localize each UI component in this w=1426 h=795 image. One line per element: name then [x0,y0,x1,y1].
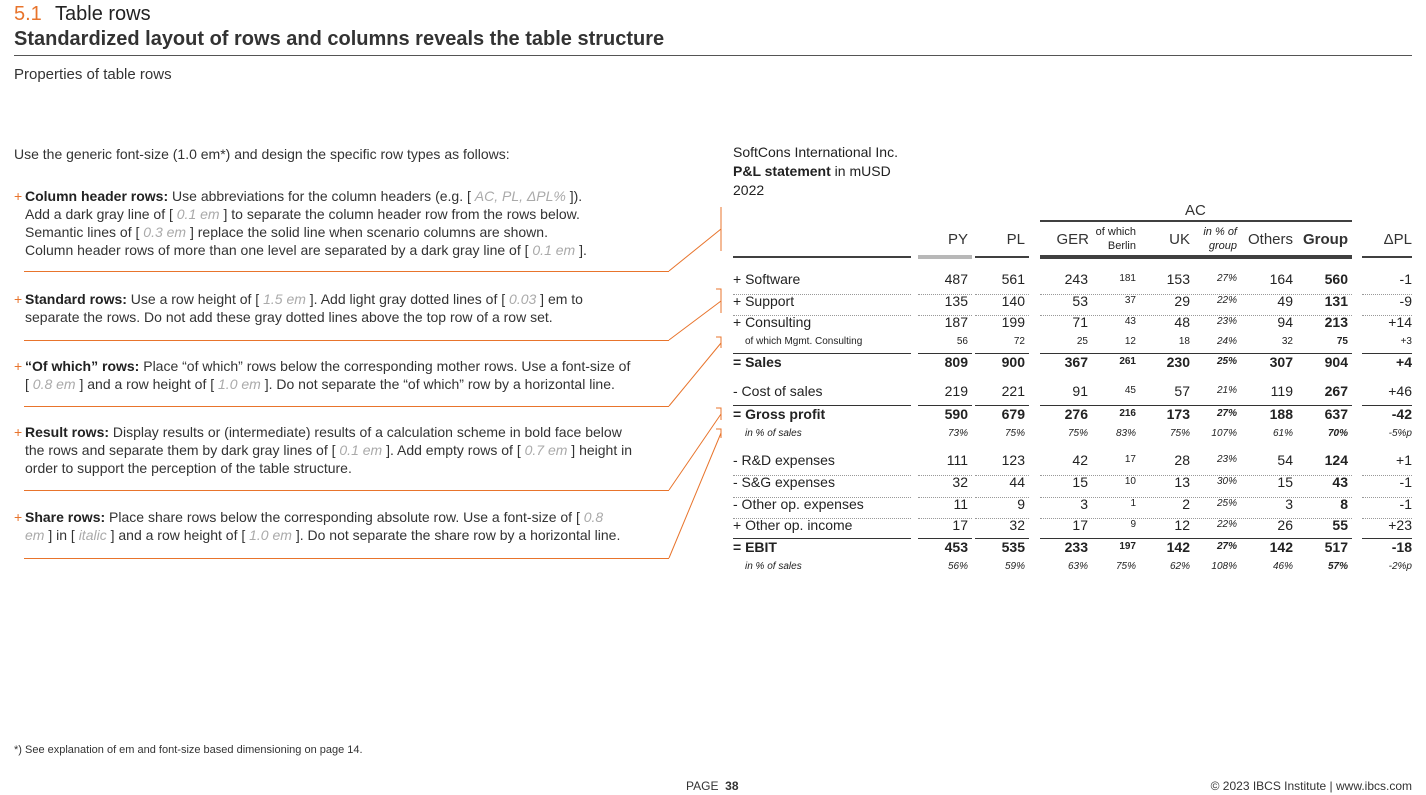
cell-others: 142 [1269,539,1293,555]
row-separator [975,475,1029,476]
cell-ger: 15 [1072,474,1088,490]
col-header-others: Others [1247,231,1293,248]
bullet-label: Share rows: [25,509,106,525]
cell-ukpct: 23% [1216,316,1237,327]
cell-others: 188 [1269,406,1293,422]
footnote: *) See explanation of em and font-size based dimensioning on page 14. [14,744,363,756]
cell-berlin: 10 [1124,476,1136,487]
cell-group: 70% [1327,428,1348,439]
col-header-berlin-1: of which [1095,226,1136,238]
col-header-uk: UK [1169,231,1190,248]
cell-ger: 63% [1067,561,1088,572]
cell-ger: 3 [1080,496,1088,512]
result-line [1040,538,1352,539]
cell-uk: 62% [1169,561,1190,572]
cell-py: 73% [947,428,968,439]
row-separator [975,315,1029,316]
cell-berlin: 216 [1119,408,1136,419]
cell-ukpct: 22% [1216,295,1237,306]
row-separator [733,497,911,498]
cell-uk: 2 [1182,496,1190,512]
cell-uk: 142 [1166,539,1190,555]
cell-uk: 153 [1166,271,1190,287]
cell-ukpct: 22% [1216,519,1237,530]
cell-uk: 12 [1174,517,1190,533]
connector-result [669,408,721,490]
row-separator [733,294,911,295]
row-label: + Other op. income [733,517,853,533]
section-number: 5.1 [14,3,42,25]
row-separator [1040,497,1352,498]
row-label: in % of sales [745,561,802,572]
copyright: © 2023 IBCS Institute | www.ibcs.com [1210,779,1412,793]
plus-icon: + [14,188,23,204]
bullet-share-rows: + Share rows: Place share rows below the corresponding absolute row. Use a font-size of [ 0.8 em ] in [ italic ] and a row height of [ 1.0 em ]. Do not separate the share row by a horizontal line. [14,509,621,543]
cell-dpl: -1 [1399,496,1412,512]
cell-uk: 29 [1174,293,1190,309]
cell-dpl: -5%p [1388,428,1412,439]
cell-berlin: 12 [1124,336,1136,347]
cell-others: 26 [1277,517,1293,533]
cell-others: 54 [1277,452,1293,468]
cell-pl: 9 [1017,496,1025,512]
cell-pl: 535 [1001,539,1025,555]
row-label: = Sales [733,354,782,370]
cell-py: 11 [953,496,968,512]
header-line-ac [1040,255,1352,259]
cell-pl: 59% [1004,561,1025,572]
ac-group-divider [1040,220,1352,222]
cell-dpl: +23 [1388,517,1412,533]
result-line [918,405,972,406]
cell-pl: 75% [1004,428,1025,439]
cell-ger: 367 [1064,354,1088,370]
cell-pl: 221 [1001,383,1025,399]
cell-py: 487 [944,271,968,287]
cell-uk: 28 [1174,452,1190,468]
result-line [975,538,1029,539]
col-header-py: PY [947,231,968,248]
cell-others: 307 [1269,354,1293,370]
result-line [975,405,1029,406]
bullet-label: Result rows: [25,424,110,440]
row-separator [1040,294,1352,295]
cell-ger: 71 [1072,314,1088,330]
cell-pl: 44 [1009,474,1025,490]
cell-py: 453 [944,539,968,555]
cell-others: 3 [1285,496,1293,512]
cell-pl: 123 [1001,452,1025,468]
cell-ukpct: 27% [1216,541,1237,552]
cell-ger: 75% [1067,428,1088,439]
cell-py: 809 [944,354,968,370]
cell-dpl: -1 [1399,474,1412,490]
cell-berlin: 181 [1119,273,1136,284]
header-line-py [918,255,972,259]
cell-py: 56% [947,561,968,572]
cell-dpl: +1 [1396,452,1412,468]
cell-others: 94 [1277,314,1293,330]
row-separator [1362,294,1412,295]
cell-uk: 13 [1174,474,1190,490]
row-separator [733,315,911,316]
cell-berlin: 1 [1130,498,1136,509]
cell-others: 49 [1277,293,1293,309]
row-separator [1362,518,1412,519]
cell-ukpct: 107% [1211,428,1237,439]
cell-dpl: +14 [1388,314,1412,330]
row-label: = EBIT [733,539,777,555]
col-header-dpl: ΔPL [1383,231,1412,248]
result-line [1040,405,1352,406]
cell-group: 57% [1327,561,1348,572]
cell-ukpct: 27% [1216,408,1237,419]
cell-ger: 276 [1064,406,1088,422]
row-separator [1040,475,1352,476]
cell-group: 124 [1324,452,1348,468]
plus-icon: + [14,291,23,307]
cell-ger: 91 [1072,383,1088,399]
plus-icon: + [14,424,23,440]
table-year: 2022 [733,182,765,198]
cell-ger: 42 [1072,452,1088,468]
result-line [918,353,972,354]
row-label: of which Mgmt. Consulting [745,336,863,347]
row-separator [975,497,1029,498]
cell-dpl: -42 [1391,406,1412,422]
col-header-ukpct-1: in % of [1203,226,1237,238]
cell-group: 267 [1324,383,1348,399]
cell-berlin: 197 [1119,541,1136,552]
row-separator [918,315,972,316]
page-subtitle: Properties of table rows [14,66,172,83]
row-label: + Consulting [733,314,812,330]
cell-group: 517 [1324,539,1348,555]
cell-ukpct: 25% [1216,498,1237,509]
cell-uk: 57 [1174,383,1190,399]
cell-others: 15 [1277,474,1293,490]
bullet-standard-rows: + Standard rows: Use a row height of [ 1.5 em ]. Add light gray dotted lines of [ 0.03 ] em to separate the rows. Do not add these gray dotted lines above the top row of a row set. [14,291,583,325]
page-number: PAGE 38 [686,779,739,793]
cell-ger: 233 [1064,539,1088,555]
cell-group: 43 [1332,474,1348,490]
cell-py: 32 [952,474,968,490]
row-label: - Other op. expenses [733,496,864,512]
row-separator [1362,475,1412,476]
row-separator [975,294,1029,295]
connector-share [669,429,721,558]
connector-column-header [669,207,721,271]
cell-pl: 199 [1001,314,1025,330]
cell-uk: 75% [1169,428,1190,439]
row-separator [918,294,972,295]
result-line [1040,353,1352,354]
plus-icon: + [14,509,23,525]
cell-pl: 679 [1001,406,1025,422]
cell-ukpct: 27% [1216,273,1237,284]
cell-ukpct: 25% [1216,356,1237,367]
row-separator [733,475,911,476]
cell-py: 135 [944,293,968,309]
cell-py: 187 [944,314,968,330]
row-label: + Software [733,271,801,287]
row-separator [1362,497,1412,498]
cell-dpl: +4 [1396,354,1412,370]
cell-berlin: 9 [1130,519,1136,530]
result-line [918,538,972,539]
cell-ger: 25 [1076,336,1088,347]
cell-py: 111 [946,452,968,468]
result-line [975,353,1029,354]
ac-group-header: AC [1185,202,1206,219]
row-label: = Gross profit [733,406,826,422]
cell-uk: 18 [1178,336,1190,347]
cell-py: 590 [944,406,968,422]
cell-group: 560 [1324,271,1348,287]
cell-others: 164 [1269,271,1293,287]
col-header-berlin-2: Berlin [1107,240,1136,252]
cell-dpl: -1 [1399,271,1412,287]
result-line [733,353,911,354]
cell-ukpct: 108% [1211,561,1237,572]
cell-dpl: -9 [1399,293,1412,309]
result-line [733,405,911,406]
row-label: - Cost of sales [733,383,823,399]
cell-group: 131 [1324,293,1348,309]
cell-others: 61% [1272,428,1293,439]
cell-dpl: +46 [1388,383,1412,399]
page-title: Standardized layout of rows and columns reveals the table structure [14,28,665,50]
col-header-ger: GER [1056,231,1089,248]
cell-berlin: 45 [1124,385,1136,396]
cell-ger: 17 [1072,517,1088,533]
bullet-label: “Of which” rows: [25,358,140,374]
cell-others: 32 [1281,336,1293,347]
row-separator [975,518,1029,519]
cell-berlin: 37 [1124,295,1136,306]
cell-py: 56 [956,336,968,347]
intro-text: Use the generic font-size (1.0 em*) and design the specific row types as follows: [14,146,510,162]
section-name: Table rows [55,3,151,25]
cell-pl: 140 [1001,293,1025,309]
cell-dpl: +3 [1400,336,1412,347]
cell-pl: 72 [1013,336,1025,347]
result-line [1362,538,1412,539]
cell-ukpct: 30% [1216,476,1237,487]
row-separator [733,518,911,519]
cell-group: 213 [1324,314,1348,330]
cell-py: 17 [952,517,968,533]
cell-berlin: 75% [1115,561,1136,572]
result-line [733,538,911,539]
cell-ukpct: 21% [1216,385,1237,396]
cell-dpl: -2%p [1388,561,1412,572]
cell-uk: 173 [1166,406,1190,422]
row-label: + Support [733,293,795,309]
cell-pl: 32 [1009,517,1025,533]
table-statement: P&L statement in mUSD [733,163,891,179]
cell-berlin: 17 [1124,454,1136,465]
cell-berlin: 83% [1115,428,1136,439]
cell-group: 904 [1324,354,1348,370]
bullet-label: Column header rows: [25,188,169,204]
cell-uk: 48 [1174,314,1190,330]
header-line-label [733,256,911,258]
bullet-result-rows: + Result rows: Display results or (intermediate) results of a calculation scheme in bold face below the rows and separate them by dark gray lines of [ 0.1 em ]. Add empty rows of [ 0.7 em ] height in order to support the perception of the table structure. [14,424,633,476]
cell-pl: 561 [1001,271,1025,287]
col-header-pl: PL [1006,231,1025,248]
cell-ukpct: 23% [1216,454,1237,465]
bullet-label: Standard rows: [25,291,127,307]
cell-group: 55 [1332,517,1348,533]
row-label: - R&D expenses [733,452,835,468]
cell-uk: 230 [1166,354,1190,370]
table-company: SoftCons International Inc. [733,144,898,160]
row-separator [918,475,972,476]
cell-pl: 900 [1001,354,1025,370]
row-separator [1040,315,1352,316]
connector-of-which [669,337,721,406]
row-separator [1362,315,1412,316]
bullet-column-header-rows: + Column header rows: Use abbreviations for the column headers (e.g. [ AC, PL, ΔPL% ]). Add a dark gray line of [ 0.1 em ] to separate the column header row from the rows below. Semantic lines of [ 0.3 em ] replace the solid line when scenario columns are shown. Column header rows of more than one level are separated by a dark gray line of [ 0.1 em ]. [14,188,587,258]
cell-group: 8 [1340,496,1348,512]
row-separator [1040,518,1352,519]
result-line [1362,353,1412,354]
header-line-pl [975,256,1029,258]
cell-others: 119 [1270,383,1293,399]
cell-berlin: 43 [1124,316,1136,327]
cell-ukpct: 24% [1216,336,1237,347]
cell-group: 637 [1324,406,1348,422]
bullet-of-which-rows: + “Of which” rows: Place “of which” rows below the corresponding mother rows. Use a font-size of [ 0.8 em ] and a row height of [ 1.0 em ]. Do not separate the “of which” row by a horizontal line. [14,358,631,392]
row-separator [918,518,972,519]
plus-icon: + [14,358,23,374]
cell-berlin: 261 [1119,356,1136,367]
cell-ger: 53 [1072,293,1088,309]
row-label: in % of sales [745,428,802,439]
col-header-group: Group [1303,231,1348,248]
cell-ger: 243 [1064,271,1088,287]
row-label: - S&G expenses [733,474,835,490]
col-header-ukpct-2: group [1208,240,1237,252]
header-line-dpl [1362,256,1412,258]
connector-standard [669,289,721,340]
result-line [1362,405,1412,406]
cell-group: 75 [1336,336,1348,347]
cell-py: 219 [944,383,968,399]
cell-dpl: -18 [1391,539,1412,555]
cell-others: 46% [1272,561,1293,572]
row-separator [918,497,972,498]
